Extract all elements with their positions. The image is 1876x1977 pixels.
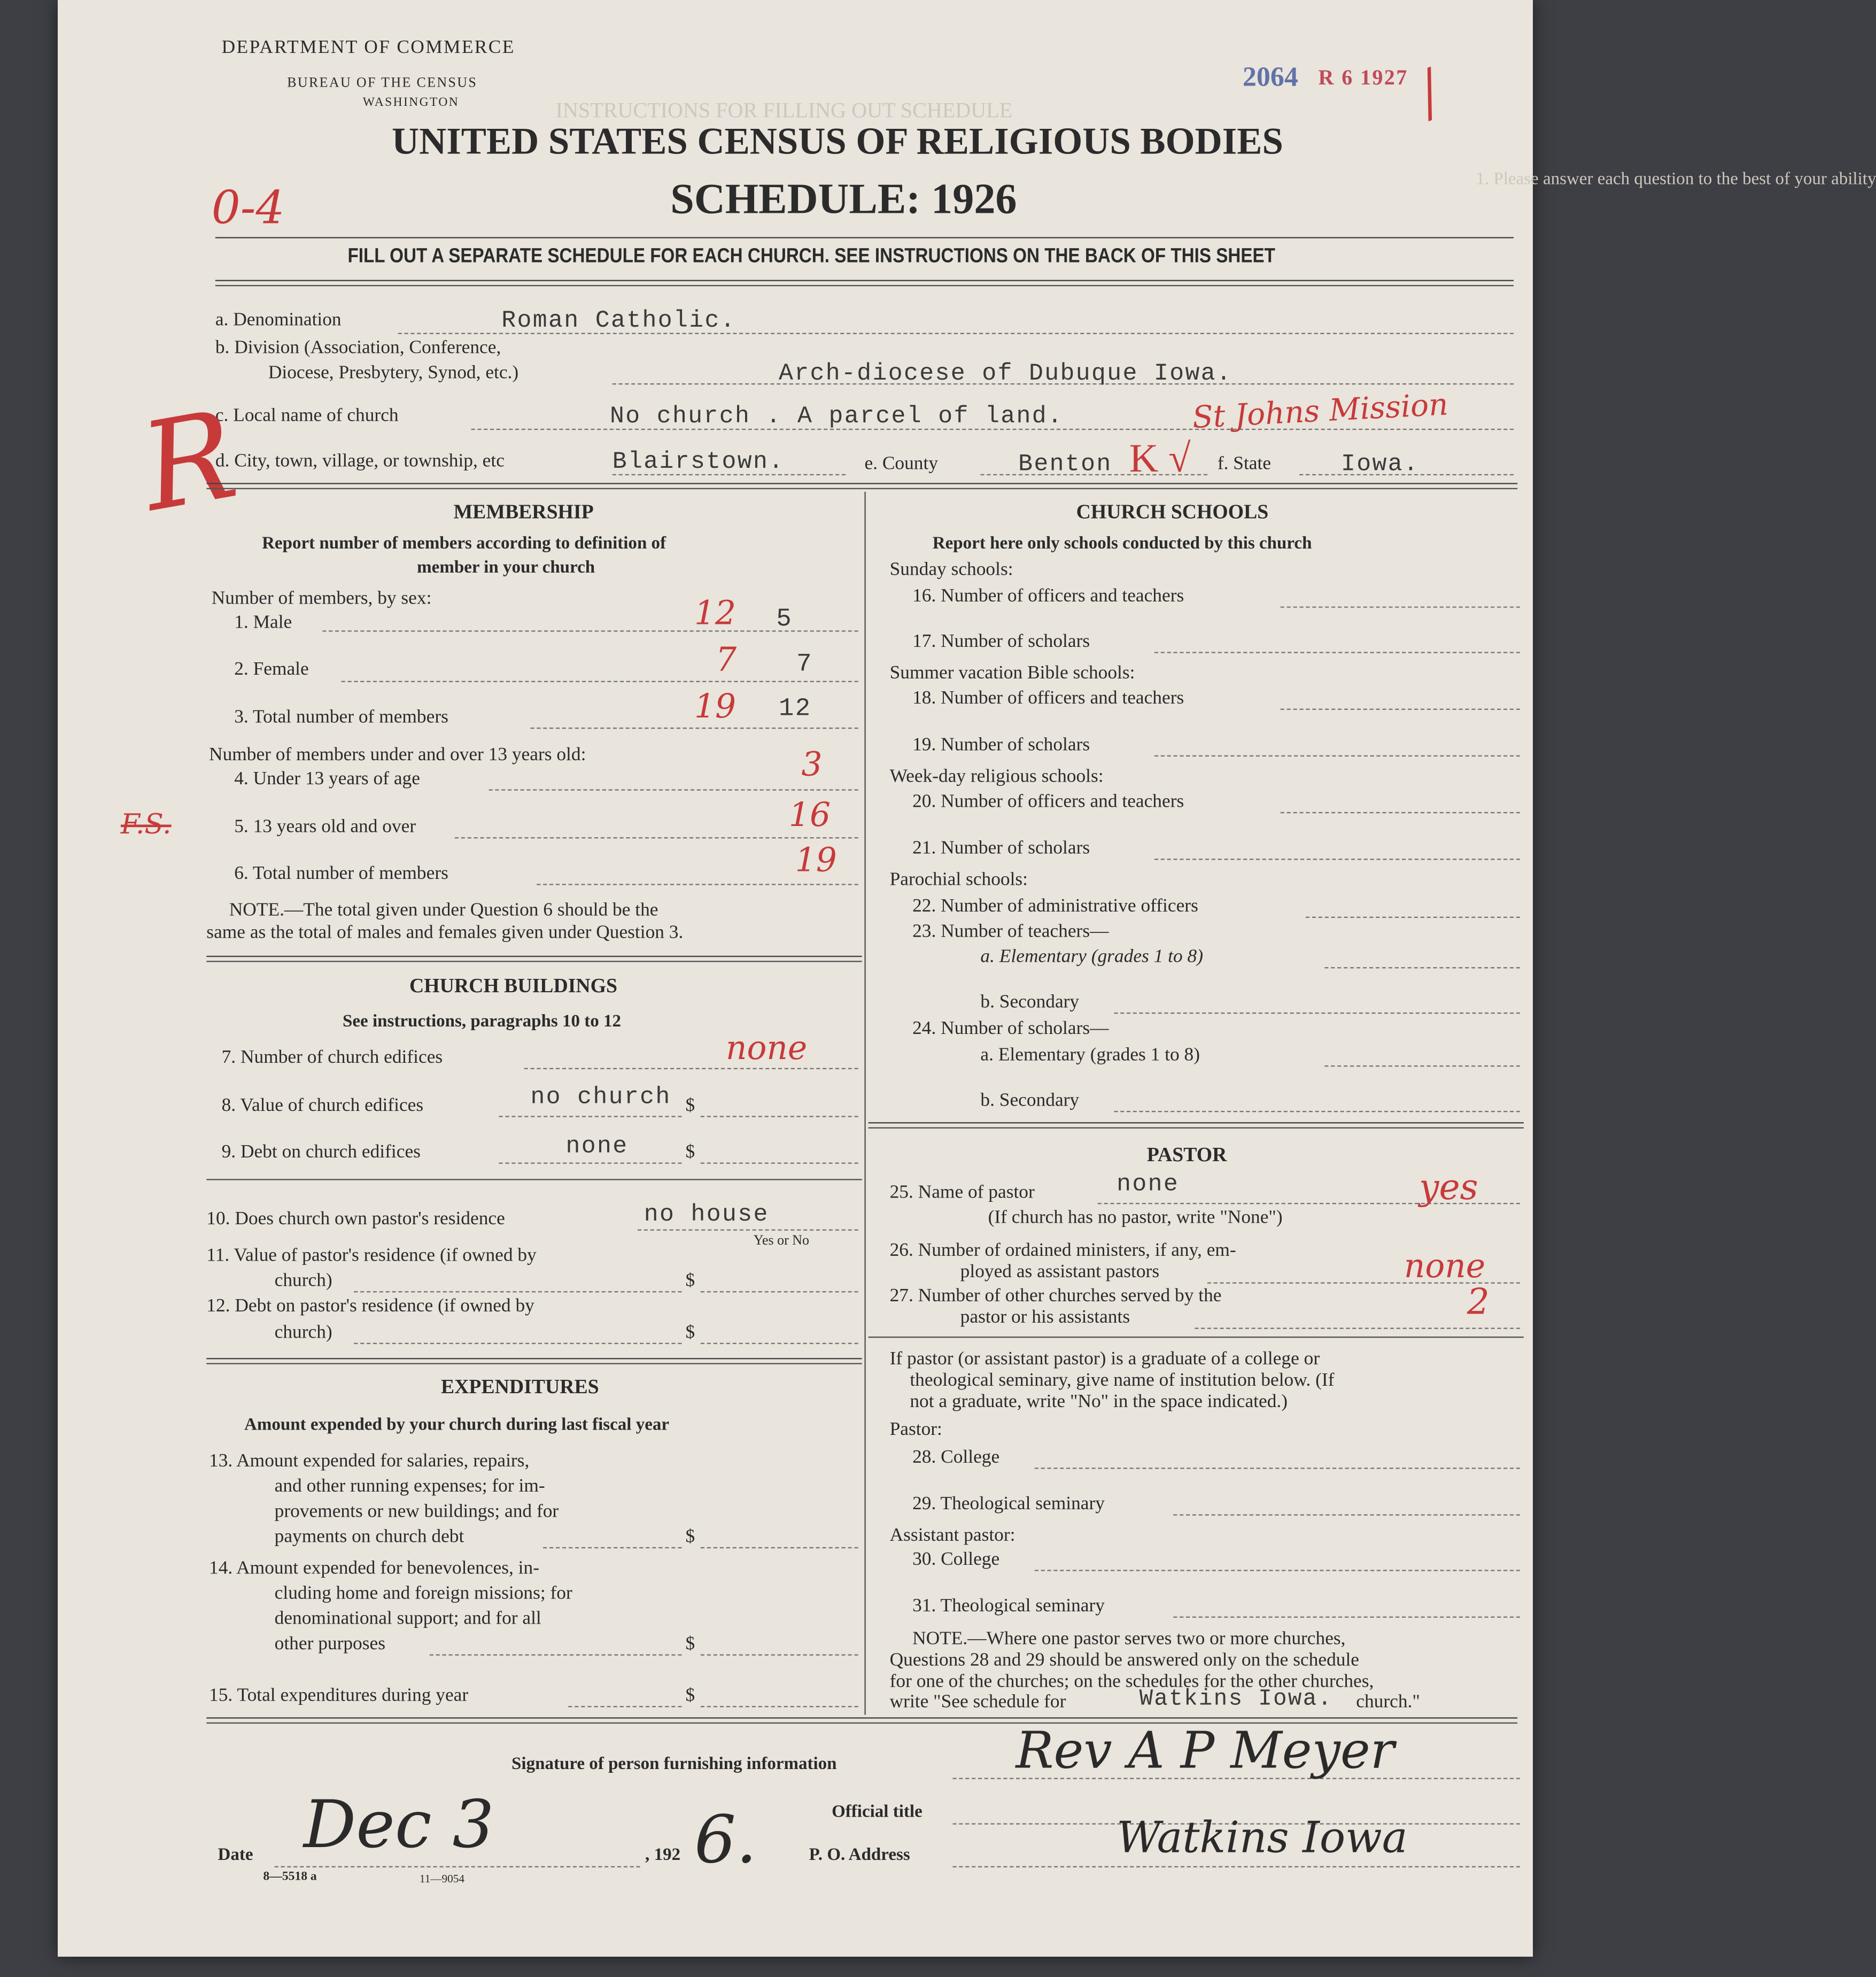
rule-line	[206, 956, 862, 957]
q2-value: 7	[796, 650, 813, 680]
q7-label: 7. Number of church edifices	[221, 1047, 443, 1068]
reverse-side-line: 1. Please answer each question to the best of your ability	[1476, 170, 1876, 189]
q25-handwritten: yes	[1419, 1166, 1478, 1208]
q14-label-1: 14. Amount expended for benevolences, in-	[209, 1558, 539, 1579]
rule-line	[206, 1179, 862, 1180]
rule-line	[206, 961, 862, 962]
membership-footnote-1: NOTE.—The total given under Question 6 should be the	[229, 900, 658, 921]
q8-value: no church	[530, 1083, 671, 1111]
q14-label-4: other purposes	[274, 1634, 385, 1655]
q14-label-3: denominational support; and for all	[274, 1609, 541, 1630]
answer-line	[1154, 652, 1520, 653]
stamp-number: 2064	[1242, 60, 1298, 92]
q4-label: 4. Under 13 years of age	[234, 769, 420, 790]
q2-handwritten: 7	[716, 642, 737, 680]
q6-value: 19	[795, 842, 837, 881]
department-name: DEPARTMENT OF COMMERCE	[221, 37, 515, 58]
official-title-label: Official title	[832, 1803, 923, 1822]
po-address-label: P. O. Address	[809, 1845, 910, 1865]
rule-line	[206, 488, 1517, 489]
answer-line	[701, 1654, 858, 1655]
answer-line	[568, 1706, 681, 1707]
q13-dollar: $	[685, 1527, 695, 1547]
rule-line	[869, 1122, 1524, 1123]
answer-line	[701, 1343, 858, 1344]
pastor-footnote-4b: church."	[1356, 1692, 1420, 1712]
q20-label: 20. Number of officers and teachers	[912, 792, 1184, 812]
q3-label: 3. Total number of members	[234, 707, 448, 728]
q1-value: 5	[776, 605, 793, 635]
q10-value: no house	[644, 1200, 769, 1229]
reverse-side-heading: INSTRUCTIONS FOR FILLING OUT SCHEDULE	[555, 98, 1013, 122]
q14-dollar: $	[685, 1634, 695, 1655]
q12-dollar: $	[685, 1323, 695, 1343]
expenditures-heading: EXPENDITURES	[440, 1377, 599, 1399]
rule-line	[215, 237, 1514, 238]
answer-line	[1306, 917, 1520, 918]
rule-line	[869, 1127, 1524, 1128]
q11-label-2: church)	[274, 1271, 332, 1292]
summer-schools-label: Summer vacation Bible schools:	[889, 663, 1135, 684]
weekday-schools-label: Week-day religious schools:	[889, 766, 1104, 787]
pastor-sublabel: Pastor:	[889, 1419, 942, 1440]
census-schedule-sheet	[58, 0, 1876, 1957]
q3-handwritten: 19	[694, 688, 737, 727]
answer-line	[1324, 1065, 1520, 1067]
expenditures-note: Amount expended by your church during last fiscal year	[244, 1416, 670, 1435]
pastor-footnote-4a: write "See schedule for	[889, 1692, 1066, 1712]
location-name: WASHINGTON	[362, 96, 460, 110]
annotation-r: R	[131, 384, 246, 539]
q24b-label: b. Secondary	[980, 1091, 1080, 1111]
q11-dollar: $	[685, 1271, 695, 1292]
q27-value: 2	[1467, 1281, 1490, 1323]
q27-label-1: 27. Number of other churches served by the	[889, 1286, 1222, 1307]
q23-label: 23. Number of teachers—	[912, 922, 1109, 942]
county-check: K √	[1129, 435, 1191, 481]
date-label: Date	[218, 1845, 253, 1865]
q10-hint: Yes or No	[753, 1233, 809, 1248]
field-a-label: a. Denomination	[215, 310, 342, 330]
q31-label: 31. Theological seminary	[912, 1596, 1105, 1617]
rule-line	[206, 1717, 1517, 1718]
q26-label-2: ployed as assistant pastors	[960, 1262, 1160, 1283]
q27-label-2: pastor or his assistants	[960, 1307, 1130, 1328]
answer-line	[701, 1116, 858, 1117]
buildings-note: See instructions, paragraphs 10 to 12	[343, 1012, 622, 1032]
q30-label: 30. College	[912, 1549, 1000, 1570]
form-subtitle: SCHEDULE: 1926	[670, 176, 1017, 223]
q25-label: 25. Name of pastor	[889, 1183, 1035, 1203]
print-number: 11—9054	[419, 1872, 465, 1885]
graduate-note-1: If pastor (or assistant pastor) is a graduate of a college or	[889, 1349, 1320, 1370]
year-value: 6.	[694, 1803, 757, 1879]
pastor-footnote-1: NOTE.—Where one pastor serves two or more churches,	[912, 1629, 1346, 1649]
q21-label: 21. Number of scholars	[912, 838, 1090, 859]
q26-label-1: 26. Number of ordained ministers, if any, em-	[889, 1240, 1236, 1261]
instruction-banner: FILL OUT A SEPARATE SCHEDULE FOR EACH CHURCH. SEE INSTRUCTIONS ON THE BACK OF THIS SHEET	[347, 245, 1275, 268]
answer-line	[275, 1866, 640, 1867]
q24a-label: a. Elementary (grades 1 to 8)	[980, 1045, 1200, 1065]
form-title: UNITED STATES CENSUS OF RELIGIOUS BODIES	[392, 121, 1283, 163]
under-over-label: Number of members under and over 13 years old:	[209, 745, 586, 766]
answer-line	[537, 884, 858, 885]
membership-note-2: member in your church	[417, 558, 595, 578]
annotation-margin: F.S.	[120, 809, 172, 841]
answer-line	[1281, 812, 1520, 813]
answer-line	[1114, 1111, 1520, 1112]
q25-hint: (If church has no pastor, write "None")	[988, 1208, 1283, 1229]
answer-line	[1154, 755, 1520, 756]
q18-label: 18. Number of officers and teachers	[912, 688, 1184, 709]
answer-line	[1173, 1617, 1520, 1618]
answer-line	[1281, 708, 1520, 709]
answer-line	[1035, 1468, 1520, 1469]
date-value: Dec 3	[303, 1788, 494, 1864]
q9-dollar: $	[685, 1142, 695, 1163]
answer-line	[701, 1706, 858, 1707]
assistant-sublabel: Assistant pastor:	[889, 1525, 1015, 1546]
q16-label: 16. Number of officers and teachers	[912, 586, 1184, 607]
by-sex-label: Number of members, by sex:	[211, 589, 432, 609]
q3-value: 12	[779, 694, 812, 724]
column-divider	[864, 492, 865, 1715]
answer-line	[489, 789, 858, 790]
answer-line	[701, 1291, 858, 1292]
q15-label: 15. Total expenditures during year	[209, 1686, 469, 1706]
field-e-label: e. County	[864, 454, 939, 474]
answer-line	[342, 681, 858, 682]
q13-label-2: and other running expenses; for im-	[274, 1476, 545, 1497]
answer-line	[701, 1163, 858, 1164]
q11-label-1: 11. Value of pastor's residence (if owned by	[206, 1246, 537, 1266]
see-schedule-value: Watkins Iowa.	[1139, 1687, 1333, 1712]
state-value: Iowa.	[1340, 450, 1420, 478]
answer-line	[1173, 1515, 1520, 1516]
q12-label-1: 12. Debt on pastor's residence (if owned by	[206, 1296, 534, 1317]
membership-heading: MEMBERSHIP	[453, 501, 594, 523]
field-f-label: f. State	[1217, 454, 1272, 474]
annotation-code: 0-4	[211, 182, 285, 235]
q29-label: 29. Theological seminary	[912, 1494, 1105, 1515]
sunday-schools-label: Sunday schools:	[889, 560, 1013, 580]
answer-line	[1324, 967, 1520, 968]
answer-line	[499, 1163, 681, 1164]
answer-line	[524, 1068, 858, 1069]
q15-dollar: $	[685, 1686, 695, 1706]
q19-label: 19. Number of scholars	[912, 735, 1090, 755]
answer-line	[1195, 1328, 1520, 1329]
rule-line	[215, 285, 1514, 286]
q2-label: 2. Female	[234, 659, 309, 680]
rule-line	[215, 280, 1514, 281]
q23a-label: a. Elementary (grades 1 to 8)	[980, 947, 1204, 967]
q4-value: 3	[801, 746, 823, 784]
pastor-heading: PASTOR	[1146, 1145, 1227, 1167]
q13-label-3: provements or new buildings; and for	[274, 1501, 559, 1522]
schools-heading: CHURCH SCHOOLS	[1076, 501, 1269, 523]
answer-line	[354, 1343, 681, 1344]
q17-label: 17. Number of scholars	[912, 631, 1090, 652]
bureau-name: BUREAU OF THE CENSUS	[287, 75, 478, 91]
q8-dollar: $	[685, 1095, 695, 1116]
field-d-label: d. City, town, village, or township, etc	[215, 451, 505, 472]
answer-line	[953, 1866, 1520, 1867]
q28-label: 28. College	[912, 1447, 1000, 1468]
form-number: 8—5518 a	[263, 1870, 317, 1884]
buildings-heading: CHURCH BUILDINGS	[409, 976, 617, 998]
q10-label: 10. Does church own pastor's residence	[206, 1209, 505, 1230]
signature-label: Signature of person furnishing information	[511, 1755, 837, 1774]
answer-line	[701, 1547, 858, 1548]
answer-line	[638, 1230, 858, 1231]
q13-label-4: payments on church debt	[274, 1527, 464, 1547]
answer-line	[1281, 606, 1520, 607]
membership-note-1: Report number of members according to definition of	[262, 535, 666, 554]
field-b-label-2: Diocese, Presbytery, Synod, etc.)	[268, 363, 519, 383]
q1-handwritten: 12	[694, 595, 737, 633]
q1-label: 1. Male	[234, 613, 292, 633]
q25-value: none	[1117, 1170, 1180, 1198]
q9-value: none	[565, 1132, 629, 1160]
answer-line	[499, 1116, 681, 1117]
local-name-handwritten: St Johns Mission	[1191, 387, 1449, 436]
division-value: Arch-diocese of Dubuque Iowa.	[779, 359, 1232, 388]
q26-value: none	[1404, 1248, 1486, 1286]
stamp-date: R 6 1927	[1318, 65, 1408, 90]
answer-line	[543, 1547, 681, 1548]
answer-line	[1114, 1013, 1520, 1014]
q14-label-2: cluding home and foreign missions; for	[274, 1584, 572, 1604]
rule-line	[206, 1358, 862, 1359]
field-b-label-1: b. Division (Association, Conference,	[215, 338, 501, 358]
answer-line	[1035, 1570, 1520, 1571]
schools-note: Report here only schools conducted by this church	[932, 535, 1312, 554]
rule-line	[206, 1363, 862, 1364]
pastor-footnote-2: Questions 28 and 29 should be answered only on the schedule	[889, 1650, 1360, 1671]
graduate-note-2: theological seminary, give name of institution below. (If	[910, 1370, 1335, 1391]
answer-line	[354, 1291, 681, 1292]
answer-line	[455, 837, 858, 838]
q22-label: 22. Number of administrative officers	[912, 896, 1198, 917]
q9-label: 9. Debt on church edifices	[221, 1142, 421, 1163]
denomination-value: Roman Catholic.	[501, 306, 736, 335]
q23b-label: b. Secondary	[980, 992, 1080, 1013]
q8-label: 8. Value of church edifices	[221, 1095, 424, 1116]
q13-label-1: 13. Amount expended for salaries, repairs,	[209, 1451, 530, 1472]
q24-label: 24. Number of scholars—	[912, 1018, 1109, 1039]
field-c-label: c. Local name of church	[215, 406, 399, 427]
answer-line	[530, 728, 858, 729]
q6-label: 6. Total number of members	[234, 863, 448, 884]
q7-value: none	[726, 1030, 808, 1068]
answer-line	[1154, 859, 1520, 860]
q12-label-2: church)	[274, 1323, 332, 1343]
membership-footnote-2: same as the total of males and females given under Question 3.	[206, 923, 684, 944]
rule-line	[206, 483, 1517, 484]
city-value: Blairstown.	[612, 447, 785, 476]
county-value: Benton	[1018, 450, 1112, 478]
year-prefix: , 192	[645, 1845, 681, 1865]
graduate-note-3: not a graduate, write "No" in the space indicated.)	[910, 1392, 1288, 1412]
signature-value: Rev A P Meyer	[1015, 1722, 1394, 1781]
check-mark-icon: /	[1405, 50, 1454, 136]
rule-line	[869, 1337, 1524, 1338]
q5-value: 16	[788, 797, 831, 835]
q5-label: 5. 13 years old and over	[234, 817, 416, 838]
answer-line	[430, 1654, 682, 1655]
pastor-footnote-3: for one of the churches; on the schedules for the other churches,	[889, 1672, 1374, 1693]
local-name-value: No church . A parcel of land.	[610, 402, 1064, 430]
po-address-value: Watkins Iowa	[1117, 1813, 1408, 1864]
parochial-schools-label: Parochial schools:	[889, 870, 1028, 891]
